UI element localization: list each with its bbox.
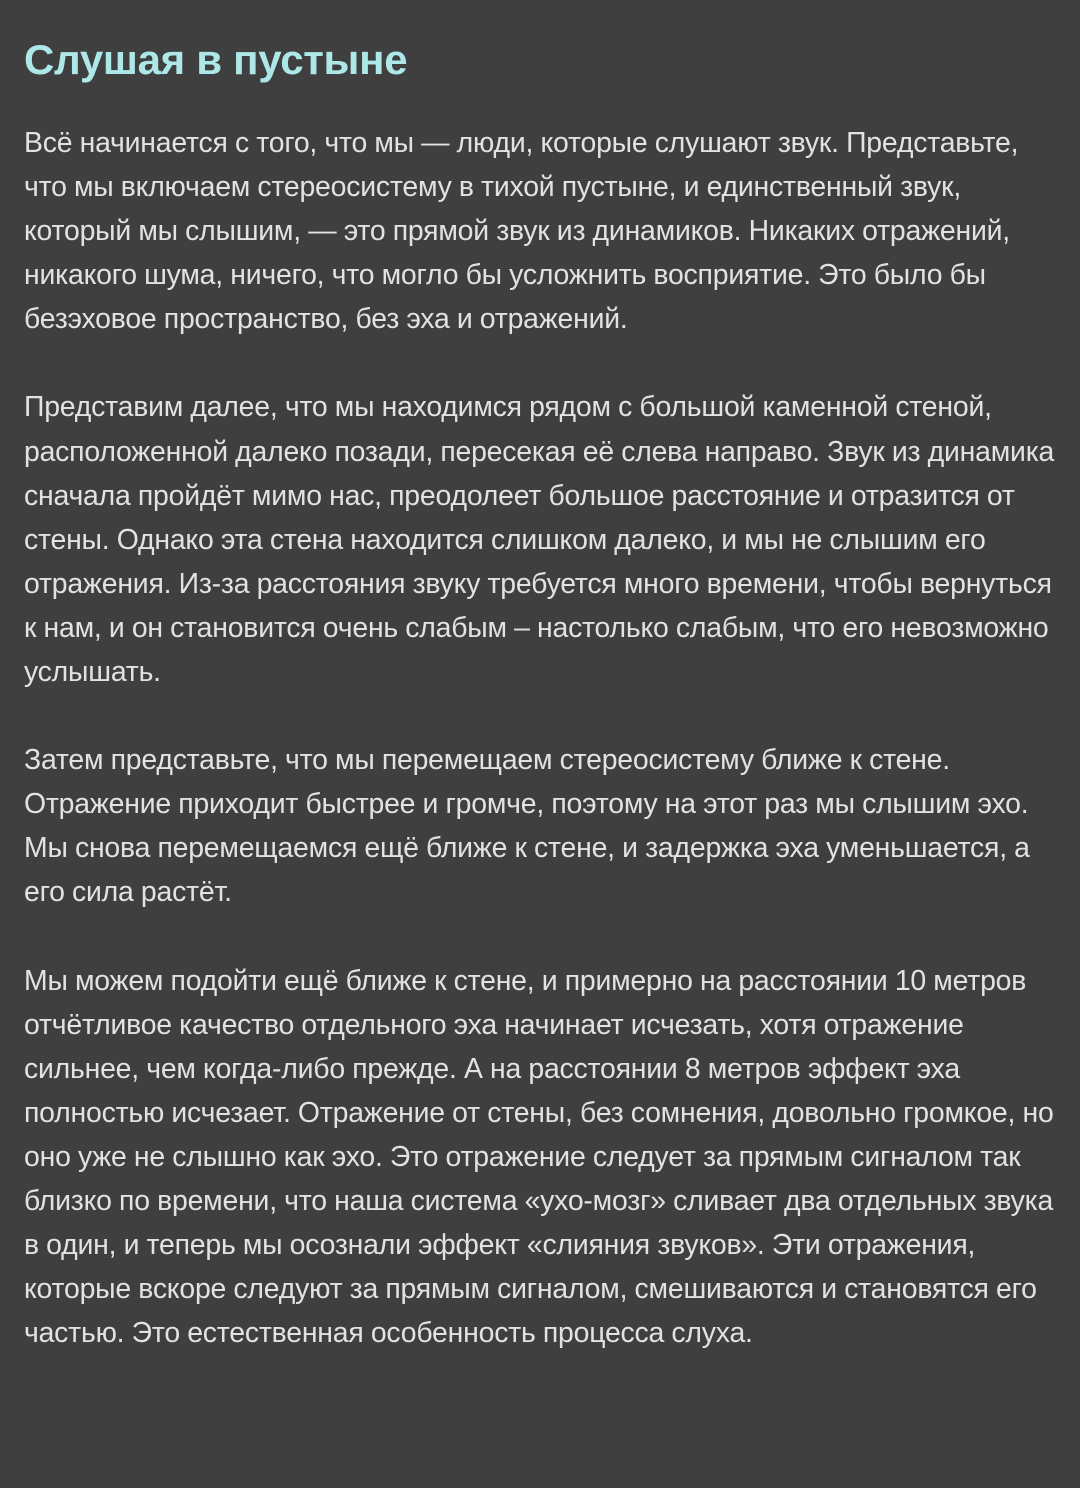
paragraph-distant-wall: Представим далее, что мы находимся рядом с большой каменной стеной, расположенной далеко позади, пересекая её слева направо. Звук из динамика сначала пройдёт мимо нас, преодолеет большое расстояние и отразится от стены. Однако эта стена находится слишком далеко, и мы не слышим его отражения. Из-за расстояния звуку требуется много времени, чтобы вернуться к нам, и он становится очень слабым – настолько слабым, что его невозможно услышать. <box>24 391 1055 689</box>
paragraph-desert-silence: Всё начинается с того, что мы — люди, которые слушают звук. Представьте, что мы включаем стереосистему в тихой пустыне, и единственный звук, который мы слышим, — это прямой звук из динамиков. Никаких отражений, никакого шума, ничего, что могло бы усложнить восприятие. Это было бы безэховое пространство, без эха и отражений. <box>24 127 1019 336</box>
paragraph-sound-fusion: Мы можем подойти ещё ближе к стене, и примерно на расстоянии 10 метров отчётливое качество отдельного эха начинает исчезать, хотя отражение сильнее, чем когда-либо прежде. А на расстоянии 8 метров эффект эха полностью исчезает. Отражение от стены, без сомнения, довольно громкое, но оно уже не слышно как эхо. Это отражение следует за прямым сигналом так близко по времени, что наша система «ухо-мозг» сливает два отдельных звука в один, и теперь мы осознали эффект «слияния звуков». Эти отражения, которые вскоре следуют за прямым сигналом, смешиваются и становятся его частью. Это естественная особенность процесса слуха. <box>24 964 1054 1350</box>
article-body <box>24 121 1056 1355</box>
paragraph-echo: Затем представьте, что мы перемещаем стереосистему ближе к стене. Отражение приходит быстрее и громче, поэтому на этот раз мы слышим эхо. Мы снова перемещаемся ещё ближе к стене, и задержка эха уменьшается, а его сила растёт. <box>24 744 1030 909</box>
article-title: Слушая в пустыне <box>24 36 408 83</box>
